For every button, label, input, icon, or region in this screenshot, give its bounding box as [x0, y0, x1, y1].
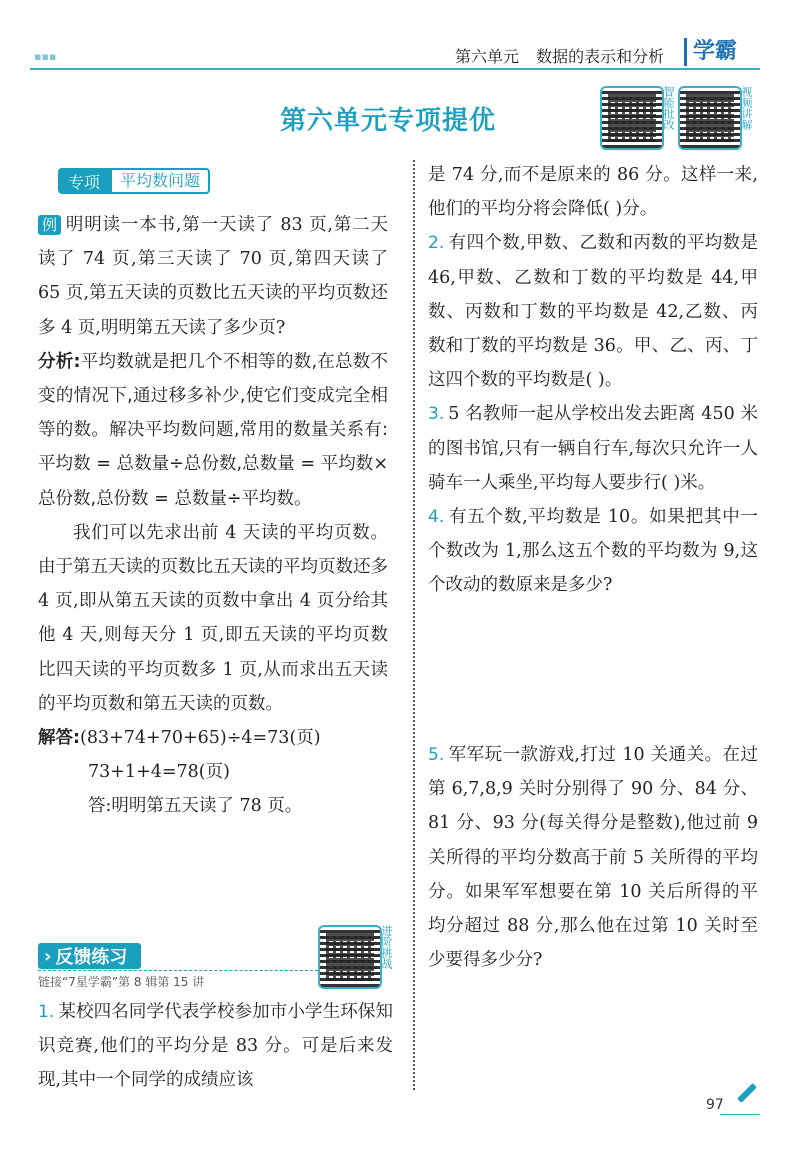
- page-title: 第六单元专项提优: [280, 106, 497, 136]
- unit-label: 第六单元: [455, 47, 520, 66]
- problem-number: 1.: [38, 1002, 55, 1022]
- header-divider: [30, 68, 760, 70]
- example-badge: 例: [38, 215, 61, 235]
- explanation-paragraph: 我们可以先求出前 4 天读的平均页数。由于第五天读的页数比五天读的平均页数还多 4 页,即从第五天读的页数中拿出 4 页分给其他 4 天,则每天分 1 页,即五天读的平均页数比四天读的平均页数多 1 页,从而求出五天读的平均页数和第五天读的页数。: [38, 522, 388, 714]
- special-topic: 平均数问题: [110, 168, 210, 194]
- problem-1: 1. 某校四名同学代表学校参加市小学生环保知识竞赛,他们的平均分是 83 分。可是后来发现,其中一个同学的成绩应该: [38, 1002, 393, 1091]
- feedback-title: › 反馈练习: [38, 943, 141, 969]
- header-mark: ▪▪▪: [34, 50, 57, 63]
- analysis-label: 分析:: [38, 351, 81, 372]
- problem-2: 2. 有四个数,甲数、乙数和丙数的平均数是 46,甲数、乙数和丁数的平均数是 44,甲数、丙数和丁数的平均数是 42,乙数、丙数和丁数的平均数是 36。甲、乙、丙、丁这四个数的平均数是( )。: [428, 233, 758, 391]
- header-title: [455, 44, 676, 67]
- qr-code-icon[interactable]: [678, 86, 742, 150]
- problem-4: 4. 有五个数,平均数是 10。如果把其中一个数改为 1,那么这五个数的平均数为 9,这个改动的数原来是多少?: [428, 507, 758, 596]
- problems-list: [428, 158, 758, 603]
- qr-code-icon[interactable]: [600, 86, 664, 150]
- answer-line-3: 答:明明第五天读了 78 页。: [88, 796, 303, 817]
- feedback-header: [38, 943, 288, 969]
- special-tag-label: 专项: [58, 168, 110, 194]
- problem-1-continued: 是 74 分,而不是原来的 86 分。这样一来,他们的平均分将会降低( )分。: [428, 165, 758, 220]
- problem-3: 3. 5 名教师一起从学校出发去距离 450 米的图书馆,只有一辆自行车,每次只允许一人骑车一人乘坐,平均每人要步行( )米。: [428, 404, 758, 493]
- analysis: 分析:平均数就是把几个不相等的数,在总数不变的情况下,通过移多补少,使它们变成完全相等的数。解决平均数问题,常用的数量关系有:平均数 = 总数量÷总份数,总数量 = 平均数×总份数,总份数 = 总数量÷平均数。: [38, 351, 389, 509]
- example-question: 例 明明读一本书,第一天读了 83 页,第二天读了 74 页,第三天读了 70 页,第四天读了 65 页,第五天读的页数比五天读的平均页数还多 4 页,明明第五天读了多少页?: [38, 215, 388, 338]
- qr1-label: 智能批改: [662, 86, 675, 130]
- chevron-right-icon: ›: [44, 945, 52, 967]
- qr3-label: 进阶挑战: [380, 925, 393, 969]
- footer-line: [720, 1114, 760, 1115]
- page-number: 97: [706, 1097, 724, 1113]
- problem-5: 5. 军军玩一款游戏,打过 10 关通关。在过第 6,7,8,9 关时分别得了 90 分、84 分、81 分、93 分(每关得分是整数),他过前 9 关所得的平均分数高于前 5 关所得的平均分。如果军军想要在第 10 关后所得的平均分超过 88 分,那么他在过第 10 关时至少要得多少分?: [428, 745, 758, 971]
- answer-label: 解答:: [38, 728, 80, 749]
- pencil-icon: [737, 1083, 757, 1103]
- answer-line-2: 73+1+4=78(页): [88, 762, 230, 783]
- topic-label: 数据的表示和分析: [536, 47, 665, 66]
- example-section: [38, 208, 388, 824]
- problem-5-block: [428, 738, 758, 977]
- qr2-label: 视频讲解: [740, 86, 753, 130]
- brand-logo: 学霸: [684, 38, 763, 66]
- feedback-link[interactable]: 链接“7星学霸”第 8 辑第 15 讲: [38, 970, 318, 990]
- qr-code-icon[interactable]: [318, 925, 382, 989]
- answer-line-1: 解答:(83+74+70+65)÷4=73(页): [38, 728, 321, 749]
- special-tag: [58, 168, 210, 194]
- column-divider: [413, 160, 415, 1090]
